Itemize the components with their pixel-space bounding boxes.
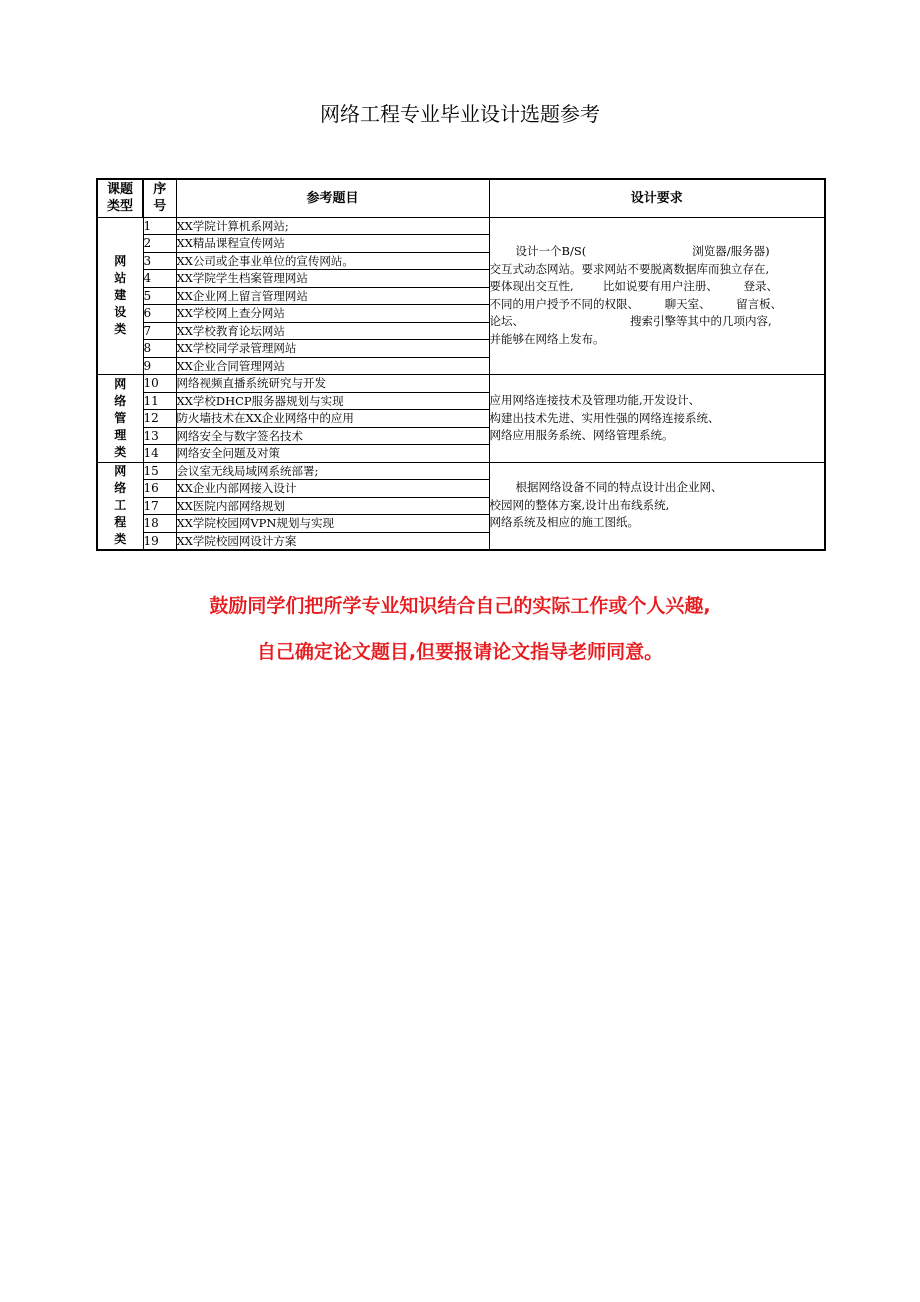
- header-number: 序号: [143, 179, 176, 217]
- header-topic: 参考题目: [176, 179, 489, 217]
- requirement-line: 并能够在网络上发布。: [489, 331, 605, 346]
- requirement-line: 校园网的整体方案,设计出布线系统,: [489, 497, 670, 512]
- requirement-cell: [489, 217, 825, 375]
- topic-cell: 会议室无线局域网系统部署;: [176, 462, 489, 480]
- header-requirement: 设计要求: [489, 179, 825, 217]
- topic-cell: XX学校网上查分网站: [176, 305, 489, 323]
- notice-line-1: 鼓励同学们把所学专业知识结合自己的实际工作或个人兴趣,: [209, 595, 711, 617]
- topic-cell: XX学院校园网设计方案: [176, 532, 489, 550]
- table-row: [97, 217, 825, 235]
- number-cell: 7: [143, 322, 176, 340]
- number-cell: 18: [143, 515, 176, 533]
- header-category: 课题类型: [97, 179, 143, 217]
- category-cell: 网站建设类: [97, 217, 143, 375]
- topic-cell: XX学校同学录管理网站: [176, 340, 489, 358]
- number-cell: 3: [143, 252, 176, 270]
- category-cell: 网络管理类: [97, 375, 143, 463]
- requirement-line: 不同的用户授予不同的权限、 聊天室、 留言板、: [489, 296, 783, 311]
- topic-cell: 网络视频直播系统研究与开发: [176, 375, 489, 393]
- number-cell: 16: [143, 480, 176, 498]
- requirement-cell: [489, 462, 825, 550]
- number-cell: 12: [143, 410, 176, 428]
- number-cell: 4: [143, 270, 176, 288]
- number-cell: 14: [143, 445, 176, 463]
- topic-cell: XX精品课程宣传网站: [176, 235, 489, 253]
- topic-cell: 网络安全问题及对策: [176, 445, 489, 463]
- number-cell: 17: [143, 497, 176, 515]
- topic-cell: XX学校DHCP服务器规划与实现: [176, 392, 489, 410]
- table-header-row: [97, 179, 825, 217]
- requirement-line: 网络应用服务系统、网络管理系统。: [489, 428, 674, 442]
- table-body: [97, 217, 825, 550]
- requirement-line: 论坛、 搜索引擎等其中的几项内容,: [489, 314, 772, 329]
- number-cell: 10: [143, 375, 176, 393]
- number-cell: 6: [143, 305, 176, 323]
- topic-cell: XX企业合同管理网站: [176, 357, 489, 375]
- requirement-line: 应用网络连接技术及管理功能,开发设计、: [489, 393, 701, 407]
- table-row: [97, 375, 825, 393]
- table-row: [97, 462, 825, 480]
- topic-cell: XX公司或企事业单位的宣传网站。: [176, 252, 489, 270]
- number-cell: 9: [143, 357, 176, 375]
- number-cell: 13: [143, 427, 176, 445]
- category-cell: 网络工程类: [97, 462, 143, 550]
- requirement-line: 设计一个B/S( 浏览器/服务器): [515, 244, 770, 259]
- topic-cell: XX学院计算机系网站;: [176, 217, 489, 235]
- number-cell: 19: [143, 532, 176, 550]
- requirement-line: 要体现出交互性, 比如说要有用户注册、 登录、: [489, 279, 778, 294]
- topic-cell: XX企业网上留言管理网站: [176, 287, 489, 305]
- requirement-line: 网络系统及相应的施工图纸。: [489, 515, 639, 530]
- topic-cell: 防火墙技术在XX企业网络中的应用: [176, 410, 489, 428]
- page-title: 网络工程专业毕业设计选题参考: [320, 102, 600, 126]
- notice-line-2: 自己确定论文题目,但要报请论文指导老师同意。: [256, 641, 664, 663]
- number-cell: 1: [143, 217, 176, 235]
- requirement-cell: [489, 375, 825, 463]
- topic-cell: XX学校教育论坛网站: [176, 322, 489, 340]
- topic-cell: XX医院内部网络规划: [176, 497, 489, 515]
- requirement-line: 根据网络设备不同的特点设计出企业网、: [515, 480, 723, 495]
- topic-cell: 网络安全与数字签名技术: [176, 427, 489, 445]
- topic-cell: XX企业内部网接入设计: [176, 480, 489, 498]
- number-cell: 5: [143, 287, 176, 305]
- topic-cell: XX学院校园网VPN规划与实现: [176, 515, 489, 533]
- number-cell: 2: [143, 235, 176, 253]
- topics-table: [96, 178, 826, 551]
- number-cell: 11: [143, 392, 176, 410]
- requirement-line: 交互式动态网站。要求网站不要脱离数据库而独立存在,: [489, 261, 770, 276]
- number-cell: 8: [143, 340, 176, 358]
- number-cell: 15: [143, 462, 176, 480]
- topic-cell: XX学院学生档案管理网站: [176, 270, 489, 288]
- requirement-line: 构建出技术先进、实用性强的网络连接系统、: [489, 410, 720, 425]
